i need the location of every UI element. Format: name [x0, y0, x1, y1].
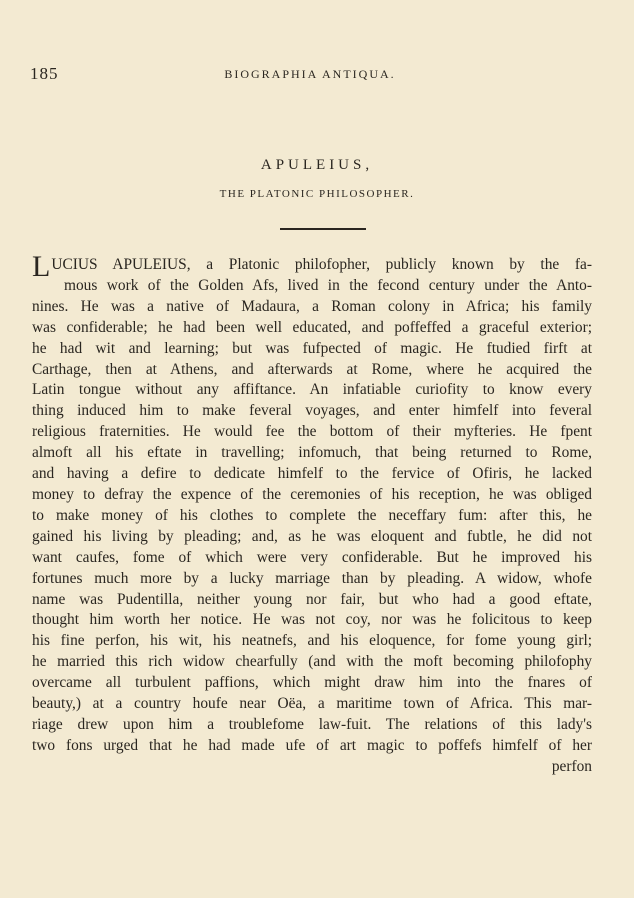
title-rule: [280, 228, 366, 230]
text-line: beauty,) at a country houfe near Oëa, a maritime town of Africa. This mar-: [32, 695, 592, 713]
text-line: thing induced him to make feveral voyages, and enter himfelf into feveral: [32, 402, 592, 420]
text-line: almoft all his eftate in travelling; infomuch, that being returned to Rome,: [32, 444, 592, 462]
text-line: and having a defire to dedicate himfelf to the fervice of Ofiris, he lacked: [32, 465, 592, 483]
chapter-subtitle: THE PLATONIC PHILOSOPHER.: [219, 188, 415, 200]
text-line: to make money of his clothes to complete the neceffary fum: after this, he: [32, 506, 592, 524]
text-line: nines. He was a native of Madaura, a Roman colony in Africa; his family: [32, 297, 592, 315]
page-header: [30, 64, 590, 88]
text-line: gained his living by pleading; and, as he was eloquent and fubtle, he did not: [32, 527, 592, 545]
running-head: BIOGRAPHIA ANTIQUA.: [224, 67, 396, 81]
text-line: Latin tongue without any affiftance. An infatiable curiofity to know every: [32, 381, 592, 399]
text-line: was confiderable; he had been well educated, and poffeffed a graceful exterior;: [32, 318, 592, 336]
text-line: he had wit and learning; but was fufpected of magic. He ftudied firft at: [32, 339, 592, 357]
text-line: LUCIUS APULEIUS, a Platonic philofopher, publicly known by the fa-: [32, 250, 592, 283]
text-line: religious fraternities. He would fee the bottom of their myfteries. He fpent: [32, 423, 592, 441]
text-line: his fine perfon, his wit, his neatnefs, and his eloquence, for fome young girl;: [32, 632, 592, 650]
text-line: overcame all turbulent paffions, which might draw him into the fnares of: [32, 674, 592, 692]
text-line: two fons urged that he had made ufe of art magic to poffefs himfelf of her: [32, 736, 592, 754]
drop-cap: L: [32, 250, 51, 283]
body-text: [32, 250, 592, 778]
page-number: 185: [30, 64, 59, 83]
text-line: perfon: [551, 757, 592, 775]
text-line: mous work of the Golden Afs, lived in the fecond century under the Anto-: [64, 276, 592, 294]
text-line: fortunes much more by a lucky marriage than by pleading. A widow, whofe: [32, 569, 592, 587]
text-line: name was Pudentilla, neither young nor fair, but who had a good eftate,: [32, 590, 592, 608]
chapter-title: APULEIUS,: [260, 157, 374, 173]
text-line: Carthage, then at Athens, and afterwards at Rome, where he acquired the: [32, 360, 592, 378]
text-line: thought him worth her notice. He was not coy, nor was he folicitous to keep: [32, 611, 592, 629]
text-line: he married this rich widow chearfully (and with the moft becoming philofophy: [32, 653, 592, 671]
text-line: riage drew upon him a troublefome law-fuit. The relations of this lady's: [32, 715, 592, 733]
text-line: money to defray the expence of the ceremonies of his reception, he was obliged: [32, 485, 592, 503]
text-line: want caufes, fome of which were very confiderable. But he improved his: [32, 548, 592, 566]
